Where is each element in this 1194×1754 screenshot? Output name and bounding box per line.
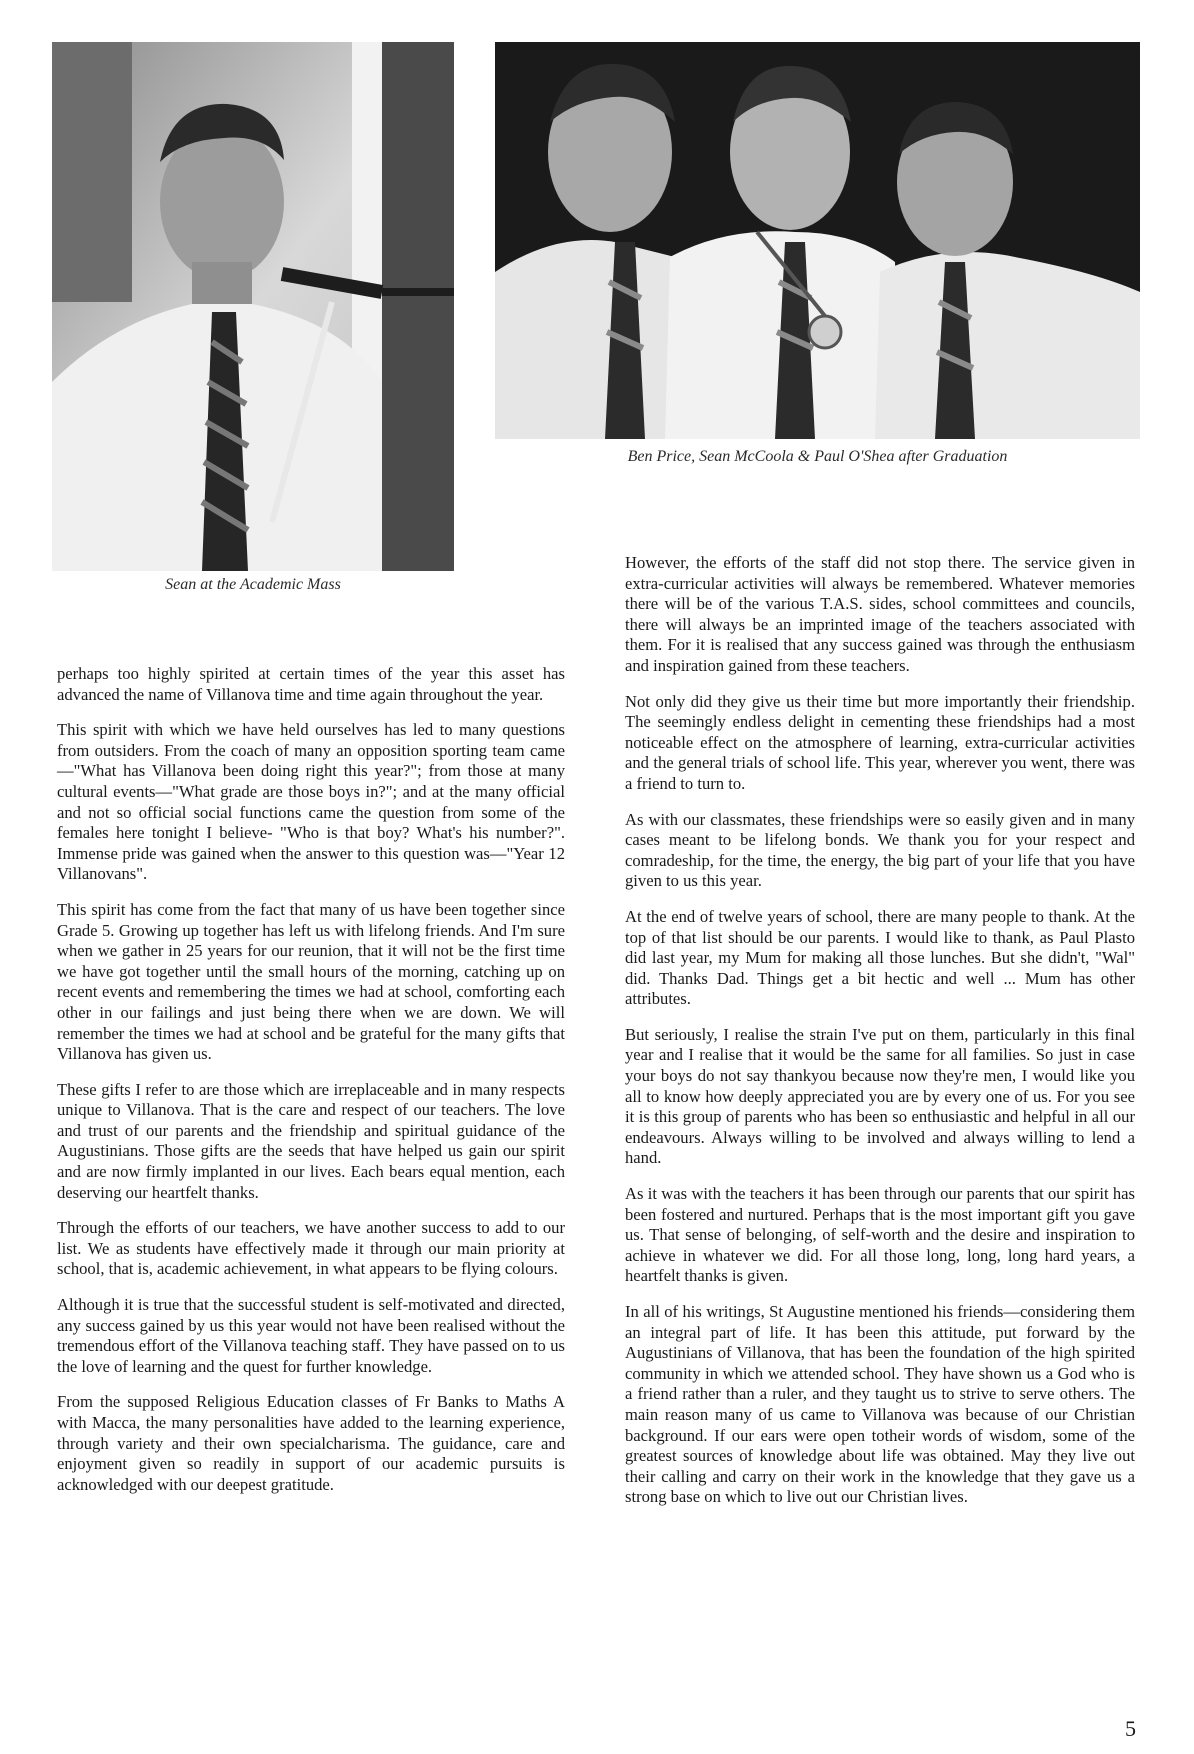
- page-number: 5: [1125, 1716, 1136, 1741]
- photo-three-graduates: [495, 42, 1140, 439]
- caption-left-photo: Sean at the Academic Mass: [165, 576, 341, 593]
- photo-sean-illustration: [52, 42, 454, 571]
- paragraph: In all of his writings, St Augustine mentioned his friends—considering them an integral part of life. It has been this attitude, put forward by the Augustinians of Villanova, that has been the foundation of the high spirited community in which we attended school. They have shown us a God who is a friend rather than a ruler, and they taught us to strive to serve others. The main reason many of us came to Villanova was because of our Christian background. If our ears were open totheir words of wisdom, some of the greatest sources of knowledge about life was obtained. May they live out their calling and carry on their work in the knowledge that they gave us a strong base on which to live out our Christian lives.: [625, 1302, 1135, 1507]
- paragraph: Not only did they give us their time but more importantly their friendship. The seemingly endless delight in cementing these friendships had a most noticeable effect on the atmosphere of learning, extra-curricular activities and the general trials of school life. This year, wherever you went, there was a friend to turn to.: [625, 691, 1135, 793]
- paragraph: At the end of twelve years of school, there are many people to thank. At the top of that list should be our parents. I would like to thank, as Paul Plasto did last year, my Mum for making all those lunches. But she didn't, "Wal" did. Thanks Dad. Things get a bit hectic and well ... Mum has other attributes.: [625, 906, 1135, 1009]
- paragraph: Although it is true that the successful student is self-motivated and directed, any success gained by us this year would not have been realised without the tremendous effort of the Villanova teaching staff. They have passed on to us the love of learning and the quest for further knowledge.: [57, 1295, 565, 1376]
- photo-graduates-illustration: [495, 42, 1140, 439]
- left-text-column: [57, 664, 565, 1510]
- paragraph: perhaps too highly spirited at certain times of the year this asset has advanced the name of Villanova time and time again throughout the year.: [57, 664, 565, 704]
- paragraph: This spirit has come from the fact that many of us have been together since Grade 5. Growing up together has left us with lifelong friends. And I'm sure when we gather in 25 years for our reunion, that it will not be the first time we have got together until the small hours of the morning, catching up on recent events and remembering the times we had at school, comforting each other in our failings and just being there when we are down. We will remember the times we had at school and be grateful for the many gifts that Villanova has given us.: [57, 899, 565, 1064]
- photo-sean-academic-mass: [52, 42, 454, 571]
- right-text-column: [625, 553, 1135, 1523]
- paragraph: From the supposed Religious Education classes of Fr Banks to Maths A with Macca, the many personalities have added to the learning experience, through variety and their own specialcharisma. The guidance, care and enjoyment given so readily in support of our academic pursuits is acknowledged with our deepest gratitude.: [57, 1392, 565, 1494]
- caption-right-photo: Ben Price, Sean McCoola & Paul O'Shea after Graduation: [627, 448, 1008, 465]
- paragraph: As it was with the teachers it has been through our parents that our spirit has been fostered and nurtured. Perhaps that is the most important gift you gave us. That sense of belonging, of self-worth and the desire and inspiration to achieve in whatever we did. For all those long, long, long hard years, a heartfelt thanks is given.: [625, 1184, 1135, 1286]
- paragraph: These gifts I refer to are those which are irreplaceable and in many respects unique to Villanova. That is the care and respect of our teachers. The love and trust of our parents and the friendship and spiritual guidance of the Augustinians. Those gifts are the seeds that have helped us gain our spirit and are now firmly implanted in our lives. Each bears equal mention, each deserving our heartfelt thanks.: [57, 1079, 565, 1202]
- paragraph: This spirit with which we have held ourselves has led to many questions from outsiders. From the coach of many an opposition sporting team came—"What has Villanova been doing right this year?"; from those at many cultural events—"What grade are those boys in?"; and at the many official and not so official social functions came the question from some of the females here tonight I believe- "Who is that boy? What's his number?". Immense pride was gained when the answer to this question was—"Year 12 Villanovans".: [57, 720, 565, 884]
- paragraph: As with our classmates, these friendships were so easily given and in many cases meant to be lifelong bonds. We thank you for your respect and comradeship, for the time, the energy, the big part of your life that you have given to us this year.: [625, 809, 1135, 891]
- paragraph: But seriously, I realise the strain I've put on them, particularly in this final year and I realise that it would be the same for all families. So just in case your boys do not say thankyou because now they're men, I would like you all to know how deeply appreciated you are by every one of us. For you see it is this group of parents who has been so enthusiastic and helpful in all our endeavours. Always willing to be involved and always willing to lend a hand.: [625, 1024, 1135, 1168]
- paragraph: Through the efforts of our teachers, we have another success to add to our list. We as students have effectively made it through our main priority at school, that is, academic achievement, in what appears to be flying colours.: [57, 1218, 565, 1279]
- paragraph: However, the efforts of the staff did not stop there. The service given in extra-curricular activities will always be remembered. Whatever memories there will be of the various T.A.S. sides, school committees and councils, there will always be an imprinted image of the teachers associated with them. For it is realised that any success gained was through the enthusiasm and inspiration gained from these teachers.: [625, 553, 1135, 675]
